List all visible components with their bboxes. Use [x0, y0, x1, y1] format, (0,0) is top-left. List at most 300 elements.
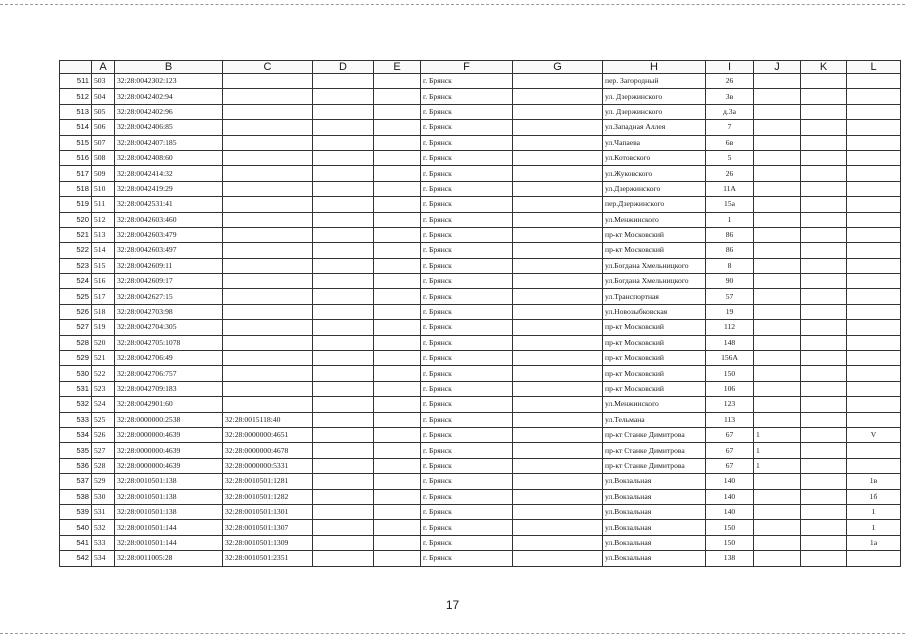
column-header-i: I	[706, 61, 754, 74]
column-header-f: F	[421, 61, 513, 74]
table-cell	[223, 351, 313, 366]
table-cell: 32:28:0000000:5331	[223, 458, 313, 473]
table-cell	[801, 74, 847, 89]
table-cell: 8	[706, 258, 754, 273]
table-cell	[754, 551, 801, 566]
table-cell	[313, 381, 374, 396]
row-number: 540	[60, 520, 92, 535]
table-cell	[801, 289, 847, 304]
bottom-scan-edge	[0, 633, 905, 634]
table-row	[60, 520, 901, 535]
table-row	[60, 304, 901, 319]
table-cell	[313, 458, 374, 473]
table-cell	[374, 181, 421, 196]
row-number: 531	[60, 381, 92, 396]
table-cell: г. Брянск	[421, 351, 513, 366]
table-cell: 530	[92, 489, 115, 504]
table-cell: 32:28:0010501:1282	[223, 489, 313, 504]
table-row	[60, 458, 901, 473]
table-cell: г. Брянск	[421, 104, 513, 119]
table-cell	[513, 104, 603, 119]
table-cell: 515	[92, 258, 115, 273]
table-cell: 1	[847, 504, 901, 519]
table-cell	[313, 443, 374, 458]
table-cell	[313, 181, 374, 196]
table-cell: 140	[706, 504, 754, 519]
table-cell: пр-кт Московский	[603, 381, 706, 396]
table-cell: 520	[92, 335, 115, 350]
table-cell: 113	[706, 412, 754, 427]
table-cell	[754, 289, 801, 304]
table-cell	[801, 135, 847, 150]
table-cell: ул.Вокзальная	[603, 489, 706, 504]
table-cell: 32:28:0010501:138	[115, 504, 223, 519]
table-cell: 32:28:0000000:2538	[115, 412, 223, 427]
table-cell	[223, 197, 313, 212]
table-cell: 32:28:0042419:29	[115, 181, 223, 196]
table-cell	[847, 304, 901, 319]
table-cell: г. Брянск	[421, 551, 513, 566]
table-row	[60, 551, 901, 566]
row-number: 526	[60, 304, 92, 319]
table-cell: 15а	[706, 197, 754, 212]
table-row	[60, 120, 901, 135]
table-cell	[374, 551, 421, 566]
table-cell	[801, 504, 847, 519]
table-cell: 86	[706, 243, 754, 258]
table-cell	[754, 227, 801, 242]
table-cell: 32:28:0042703:98	[115, 304, 223, 319]
table-cell: 32:28:0010501:2351	[223, 551, 313, 566]
table-cell: г. Брянск	[421, 474, 513, 489]
table-cell: 506	[92, 120, 115, 135]
row-number: 513	[60, 104, 92, 119]
table-cell	[313, 412, 374, 427]
table-cell: 524	[92, 397, 115, 412]
column-header-b: B	[115, 61, 223, 74]
row-number: 516	[60, 150, 92, 165]
table-cell	[513, 166, 603, 181]
table-cell: ул.Богдана Хмельницкого	[603, 274, 706, 289]
table-cell: 32:28:0000000:4678	[223, 443, 313, 458]
table-cell: ул. Дзержинского	[603, 89, 706, 104]
table-cell: пр-кт Московский	[603, 227, 706, 242]
table-cell	[374, 150, 421, 165]
table-cell: ул.Котовского	[603, 150, 706, 165]
table-cell: г. Брянск	[421, 135, 513, 150]
table-cell: 32:28:0010501:1307	[223, 520, 313, 535]
table-cell	[223, 258, 313, 273]
table-row	[60, 135, 901, 150]
row-number: 511	[60, 74, 92, 89]
table-cell: г. Брянск	[421, 274, 513, 289]
table-cell	[801, 227, 847, 242]
table-cell	[513, 289, 603, 304]
row-number: 521	[60, 227, 92, 242]
table-cell: 150	[706, 520, 754, 535]
table-cell	[374, 120, 421, 135]
table-cell: 32:28:0042402:96	[115, 104, 223, 119]
table-cell: 112	[706, 320, 754, 335]
table-cell: 32:28:0042531:41	[115, 197, 223, 212]
table-cell: г. Брянск	[421, 74, 513, 89]
table-cell	[754, 412, 801, 427]
table-cell: г. Брянск	[421, 335, 513, 350]
table-cell: 32:28:0042406:85	[115, 120, 223, 135]
table-cell	[754, 104, 801, 119]
table-cell: 32:28:0000000:4639	[115, 443, 223, 458]
table-cell: пр-кт Московский	[603, 320, 706, 335]
table-cell	[513, 504, 603, 519]
table-cell	[847, 120, 901, 135]
row-number: 514	[60, 120, 92, 135]
table-cell	[754, 181, 801, 196]
table-cell	[374, 443, 421, 458]
table-cell	[374, 335, 421, 350]
table-cell: 509	[92, 166, 115, 181]
table-cell	[754, 397, 801, 412]
table-cell	[374, 397, 421, 412]
column-header-h: H	[603, 61, 706, 74]
row-number: 520	[60, 212, 92, 227]
table-cell: 517	[92, 289, 115, 304]
table-cell	[223, 274, 313, 289]
table-cell	[313, 304, 374, 319]
table-cell: 1а	[847, 535, 901, 550]
table-cell: 32:28:0042609:11	[115, 258, 223, 273]
table-cell	[847, 104, 901, 119]
column-header-k: K	[801, 61, 847, 74]
table-row	[60, 335, 901, 350]
table-cell: 32:28:0042603:479	[115, 227, 223, 242]
table-cell: 138	[706, 551, 754, 566]
table-cell: 505	[92, 104, 115, 119]
table-row	[60, 104, 901, 119]
column-header-j: J	[754, 61, 801, 74]
table-cell: г. Брянск	[421, 397, 513, 412]
table-cell: 150	[706, 535, 754, 550]
table-cell: 1	[754, 443, 801, 458]
table-cell: ул.Тельмана	[603, 412, 706, 427]
table-cell	[801, 304, 847, 319]
table-cell: 32:28:0042414:32	[115, 166, 223, 181]
table-row	[60, 443, 901, 458]
table-cell	[313, 551, 374, 566]
table-cell	[374, 166, 421, 181]
table-cell	[754, 351, 801, 366]
table-cell	[847, 320, 901, 335]
table-cell: г. Брянск	[421, 304, 513, 319]
table-cell: 32:28:0010501:1281	[223, 474, 313, 489]
table-cell: г. Брянск	[421, 504, 513, 519]
table-cell	[313, 504, 374, 519]
table-cell	[847, 397, 901, 412]
table-cell	[513, 397, 603, 412]
table-cell	[374, 381, 421, 396]
table-cell	[801, 258, 847, 273]
table-cell: ул.Вокзальная	[603, 535, 706, 550]
table-cell	[223, 227, 313, 242]
table-cell: 32:28:0010501:144	[115, 520, 223, 535]
table-cell: ул.Вокзальная	[603, 474, 706, 489]
table-cell	[801, 458, 847, 473]
table-cell	[223, 89, 313, 104]
table-cell	[847, 74, 901, 89]
table-cell	[801, 551, 847, 566]
table-cell: г. Брянск	[421, 381, 513, 396]
table-cell	[223, 74, 313, 89]
table-cell: 140	[706, 474, 754, 489]
table-cell	[313, 135, 374, 150]
table-cell	[754, 166, 801, 181]
table-cell: 32:28:0042402:94	[115, 89, 223, 104]
table-cell	[847, 150, 901, 165]
table-cell	[847, 351, 901, 366]
column-header-l: L	[847, 61, 901, 74]
table-cell	[313, 520, 374, 535]
table-cell: 6в	[706, 135, 754, 150]
table-cell	[801, 351, 847, 366]
table-cell: 514	[92, 243, 115, 258]
table-cell: ул.Жуковского	[603, 166, 706, 181]
table-row	[60, 381, 901, 396]
table-cell	[313, 243, 374, 258]
table-cell	[513, 150, 603, 165]
table-cell	[513, 443, 603, 458]
row-number: 530	[60, 366, 92, 381]
table-cell	[847, 443, 901, 458]
column-header-row	[60, 61, 901, 74]
table-cell: 26	[706, 74, 754, 89]
table-cell	[313, 274, 374, 289]
table-cell	[313, 427, 374, 442]
table-cell: пр-кт Московский	[603, 366, 706, 381]
table-cell	[513, 381, 603, 396]
table-cell: 1б	[847, 489, 901, 504]
table-cell	[754, 304, 801, 319]
table-cell: 526	[92, 427, 115, 442]
table-cell	[313, 89, 374, 104]
table-cell: пр-кт Московский	[603, 243, 706, 258]
table-cell: 32:28:0015118:40	[223, 412, 313, 427]
row-number: 532	[60, 397, 92, 412]
table-cell	[374, 427, 421, 442]
table-cell: 3в	[706, 89, 754, 104]
table-cell: 19	[706, 304, 754, 319]
table-cell: 67	[706, 443, 754, 458]
table-cell	[847, 458, 901, 473]
table-cell: ул. Дзержинского	[603, 104, 706, 119]
table-cell	[513, 535, 603, 550]
table-cell	[313, 227, 374, 242]
table-cell	[801, 489, 847, 504]
table-cell	[754, 197, 801, 212]
table-cell: 525	[92, 412, 115, 427]
table-cell	[847, 381, 901, 396]
table-cell	[513, 304, 603, 319]
table-cell	[223, 166, 313, 181]
table-row	[60, 89, 901, 104]
table-cell: 32:28:0042704:305	[115, 320, 223, 335]
table-cell	[754, 243, 801, 258]
table-cell: 32:28:0000000:4651	[223, 427, 313, 442]
table-cell: г. Брянск	[421, 197, 513, 212]
table-cell: 527	[92, 443, 115, 458]
table-cell	[374, 197, 421, 212]
table-cell	[313, 351, 374, 366]
table-cell	[374, 74, 421, 89]
row-number: 517	[60, 166, 92, 181]
table-cell	[847, 243, 901, 258]
table-cell: г. Брянск	[421, 181, 513, 196]
table-cell: 32:28:0042705:1078	[115, 335, 223, 350]
table-cell	[754, 474, 801, 489]
table-cell: 512	[92, 212, 115, 227]
table-cell	[313, 104, 374, 119]
table-cell	[513, 335, 603, 350]
table-cell	[801, 89, 847, 104]
table-cell	[313, 320, 374, 335]
table-row	[60, 351, 901, 366]
table-cell	[374, 104, 421, 119]
table-cell	[801, 443, 847, 458]
table-cell: г. Брянск	[421, 427, 513, 442]
table-cell	[754, 320, 801, 335]
table-cell: г. Брянск	[421, 520, 513, 535]
table-row	[60, 274, 901, 289]
page-number: 17	[445, 598, 460, 612]
table-cell	[754, 489, 801, 504]
table-cell: ул.Богдана Хмельницкого	[603, 258, 706, 273]
table-cell	[223, 135, 313, 150]
table-cell	[513, 427, 603, 442]
row-number: 538	[60, 489, 92, 504]
table-cell: 32:28:0010501:138	[115, 474, 223, 489]
row-number: 524	[60, 274, 92, 289]
table-cell: пер. Загородный	[603, 74, 706, 89]
table-cell: 32:28:0042706:757	[115, 366, 223, 381]
table-cell	[847, 89, 901, 104]
table-cell	[754, 89, 801, 104]
table-cell	[801, 104, 847, 119]
table-cell	[847, 166, 901, 181]
table-cell: 518	[92, 304, 115, 319]
table-cell	[801, 212, 847, 227]
table-cell	[223, 181, 313, 196]
table-cell	[754, 535, 801, 550]
table-cell: 140	[706, 489, 754, 504]
table-cell	[313, 366, 374, 381]
table-cell: ул.Вокзальная	[603, 520, 706, 535]
table-cell: пер.Дзержинского	[603, 197, 706, 212]
row-number: 541	[60, 535, 92, 550]
table-cell	[847, 366, 901, 381]
table-cell: 503	[92, 74, 115, 89]
table-cell	[374, 504, 421, 519]
table-cell	[223, 150, 313, 165]
table-row	[60, 243, 901, 258]
table-cell: г. Брянск	[421, 120, 513, 135]
column-header-a: A	[92, 61, 115, 74]
table-cell: г. Брянск	[421, 258, 513, 273]
table-cell: д.3а	[706, 104, 754, 119]
table-cell	[847, 181, 901, 196]
table-cell: 32:28:0010501:1301	[223, 504, 313, 519]
table-cell	[374, 274, 421, 289]
table-cell: 32:28:0000000:4639	[115, 458, 223, 473]
table-row	[60, 166, 901, 181]
table-cell: 67	[706, 427, 754, 442]
table-cell	[801, 412, 847, 427]
table-cell	[847, 212, 901, 227]
table-cell: 521	[92, 351, 115, 366]
table-cell	[223, 120, 313, 135]
table-cell: г. Брянск	[421, 366, 513, 381]
table-cell	[374, 489, 421, 504]
table-cell	[223, 335, 313, 350]
table-cell	[801, 320, 847, 335]
table-cell: 32:28:0042901:60	[115, 397, 223, 412]
table-cell	[801, 535, 847, 550]
table-cell	[754, 74, 801, 89]
table-cell	[754, 381, 801, 396]
table-cell: 533	[92, 535, 115, 550]
table-cell	[313, 535, 374, 550]
row-number: 539	[60, 504, 92, 519]
table-cell	[801, 181, 847, 196]
table-row	[60, 474, 901, 489]
table-cell	[754, 504, 801, 519]
table-cell: 528	[92, 458, 115, 473]
table-cell: пр-кт Московский	[603, 335, 706, 350]
table-row	[60, 412, 901, 427]
table-cell: пр-кт Московский	[603, 351, 706, 366]
table-cell: г. Брянск	[421, 166, 513, 181]
table-cell: г. Брянск	[421, 412, 513, 427]
table-cell: 32:28:0042408:60	[115, 150, 223, 165]
table-cell	[847, 274, 901, 289]
table-row	[60, 366, 901, 381]
table-cell	[801, 474, 847, 489]
table-cell	[513, 551, 603, 566]
table-cell: 123	[706, 397, 754, 412]
table-cell: 1	[754, 427, 801, 442]
table-cell	[513, 351, 603, 366]
table-cell: 534	[92, 551, 115, 566]
column-header-c: C	[223, 61, 313, 74]
table-cell	[374, 304, 421, 319]
table-cell	[513, 135, 603, 150]
table-cell: г. Брянск	[421, 243, 513, 258]
table-cell	[313, 74, 374, 89]
table-cell	[754, 120, 801, 135]
table-cell: г. Брянск	[421, 150, 513, 165]
table-cell: г. Брянск	[421, 212, 513, 227]
row-number: 512	[60, 89, 92, 104]
table-cell: 1	[754, 458, 801, 473]
table-cell: 7	[706, 120, 754, 135]
table-cell	[847, 227, 901, 242]
table-cell	[313, 212, 374, 227]
corner-header	[60, 61, 92, 74]
table-cell	[313, 474, 374, 489]
table-cell	[513, 227, 603, 242]
table-cell: г. Брянск	[421, 227, 513, 242]
table-cell: 32:28:0042609:17	[115, 274, 223, 289]
table-cell	[513, 181, 603, 196]
table-cell: 522	[92, 366, 115, 381]
table-cell: ул.Транспортная	[603, 289, 706, 304]
